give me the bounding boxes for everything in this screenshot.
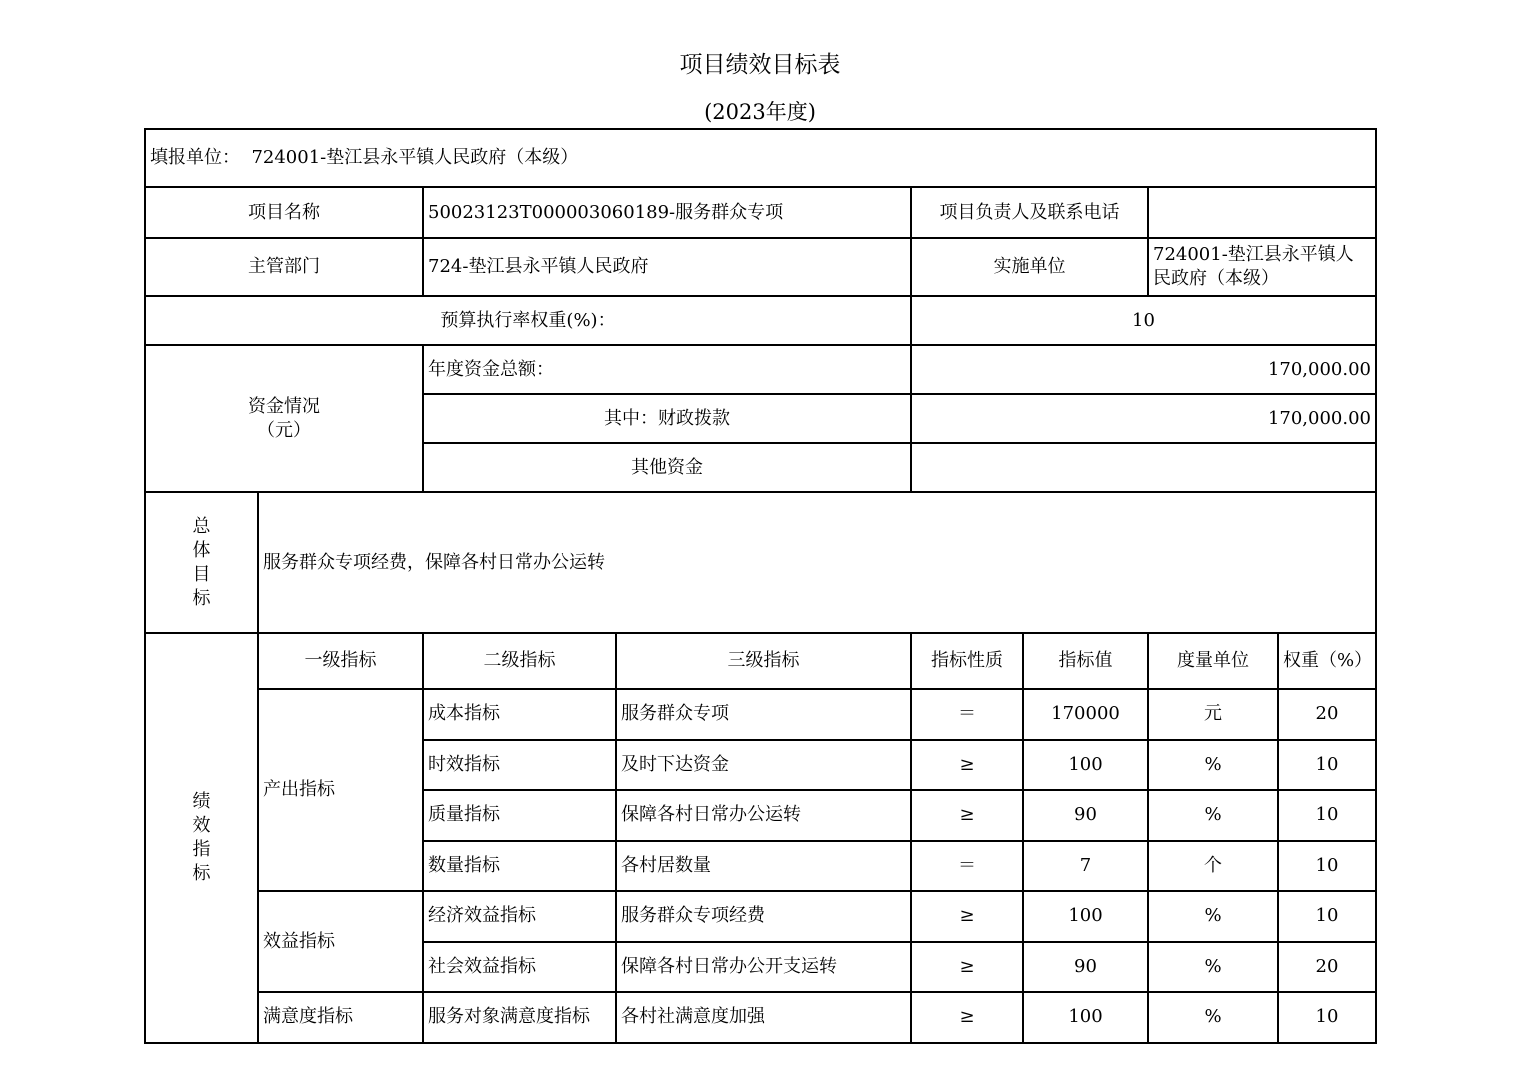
level2-indicator: 质量指标: [423, 790, 616, 841]
indicator-nature: ≥: [911, 790, 1023, 841]
indicator-value: 7: [1023, 841, 1148, 892]
header-level1: 一级指标: [258, 633, 423, 689]
funds-other-value: [911, 443, 1376, 492]
indicator-char: 标: [192, 862, 211, 884]
performance-table: [144, 128, 1377, 1044]
indicator-weight: 20: [1278, 689, 1376, 740]
indicator-nature: ≥: [911, 942, 1023, 993]
project-name-value: 50023123T000003060189-服务群众专项: [423, 187, 911, 238]
funds-total-value: 170,000.00: [911, 345, 1376, 394]
budget-rate-label: 预算执行率权重(%)：: [145, 296, 911, 345]
impl-value: 724001-垫江县永平镇人民政府（本级）: [1148, 238, 1376, 296]
indicator-header-row: [145, 633, 1376, 689]
indicator-nature: ＝: [911, 689, 1023, 740]
level2-indicator: 时效指标: [423, 740, 616, 791]
filler-value: 724001-垫江县永平镇人民政府（本级）: [251, 147, 579, 168]
indicator-row: [145, 689, 1376, 740]
funds-fiscal-value: 170,000.00: [911, 394, 1376, 443]
dept-value: 724-垫江县永平镇人民政府: [423, 238, 911, 296]
project-owner-label: 项目负责人及联系电话: [911, 187, 1148, 238]
indicator-weight: 20: [1278, 942, 1376, 993]
filler-cell: [145, 129, 1376, 187]
indicator-value: 100: [1023, 992, 1148, 1043]
header-level3: 三级指标: [616, 633, 911, 689]
indicator-nature: ≥: [911, 992, 1023, 1043]
indicator-value: 100: [1023, 891, 1148, 942]
indicator-nature: ≥: [911, 891, 1023, 942]
indicator-nature: ＝: [911, 841, 1023, 892]
indicator-nature: ≥: [911, 740, 1023, 791]
funds-fiscal-label: 其中：财政拨款: [423, 394, 911, 443]
funds-other-label: 其他资金: [423, 443, 911, 492]
funds-label-line1: 资金情况: [248, 395, 320, 417]
indicator-unit: %: [1148, 992, 1278, 1043]
level3-indicator: 服务群众专项经费: [616, 891, 911, 942]
header-value: 指标值: [1023, 633, 1148, 689]
table-body: [145, 129, 1376, 1043]
level2-indicator: 成本指标: [423, 689, 616, 740]
goal-char: 目: [192, 563, 211, 585]
indicator-value: 90: [1023, 942, 1148, 993]
indicator-char: 效: [192, 814, 211, 836]
indicator-char: 绩: [192, 790, 211, 812]
level1-indicator: 产出指标: [258, 689, 423, 891]
goal-char: 总: [192, 515, 211, 537]
indicator-weight: 10: [1278, 740, 1376, 791]
indicator-unit: 个: [1148, 841, 1278, 892]
project-name-label: 项目名称: [145, 187, 423, 238]
indicator-unit: %: [1148, 790, 1278, 841]
indicator-row: [145, 891, 1376, 942]
level2-indicator: 服务对象满意度指标: [423, 992, 616, 1043]
goal-char: 体: [192, 539, 211, 561]
indicator-weight: 10: [1278, 992, 1376, 1043]
filler-label: 填报单位：: [150, 147, 240, 168]
indicator-value: 90: [1023, 790, 1148, 841]
indicator-weight: 10: [1278, 841, 1376, 892]
header-level2: 二级指标: [423, 633, 616, 689]
page-subtitle: (2023年度): [704, 100, 816, 124]
funds-label: [145, 345, 423, 492]
header-weight: 权重（%）: [1278, 633, 1376, 689]
funds-total-label: 年度资金总额：: [423, 345, 911, 394]
indicator-value: 100: [1023, 740, 1148, 791]
level2-indicator: 数量指标: [423, 841, 616, 892]
indicator-weight: 10: [1278, 790, 1376, 841]
level3-indicator: 各村社满意度加强: [616, 992, 911, 1043]
header-nature: 指标性质: [911, 633, 1023, 689]
funds-label-line2: （元）: [257, 419, 311, 441]
header-unit: 度量单位: [1148, 633, 1278, 689]
indicator-unit: %: [1148, 891, 1278, 942]
overall-goal-text: 服务群众专项经费，保障各村日常办公运转: [258, 492, 1376, 633]
level3-indicator: 各村居数量: [616, 841, 911, 892]
overall-goal-label: [145, 492, 258, 633]
indicator-char: 指: [192, 838, 211, 860]
page-title: 项目绩效目标表: [679, 52, 841, 78]
level3-indicator: 保障各村日常办公开支运转: [616, 942, 911, 993]
level3-indicator: 服务群众专项: [616, 689, 911, 740]
level1-indicator: 满意度指标: [258, 992, 423, 1043]
goal-char: 标: [192, 587, 211, 609]
level3-indicator: 及时下达资金: [616, 740, 911, 791]
budget-rate-value: 10: [911, 296, 1376, 345]
indicator-unit: 元: [1148, 689, 1278, 740]
indicator-value: 170000: [1023, 689, 1148, 740]
indicator-unit: %: [1148, 740, 1278, 791]
project-owner-value: [1148, 187, 1376, 238]
indicator-weight: 10: [1278, 891, 1376, 942]
level2-indicator: 经济效益指标: [423, 891, 616, 942]
indicator-unit: %: [1148, 942, 1278, 993]
dept-label: 主管部门: [145, 238, 423, 296]
indicator-section-label: [145, 633, 258, 1043]
indicator-row: [145, 992, 1376, 1043]
level1-indicator: 效益指标: [258, 891, 423, 992]
level3-indicator: 保障各村日常办公运转: [616, 790, 911, 841]
impl-label: 实施单位: [911, 238, 1148, 296]
level2-indicator: 社会效益指标: [423, 942, 616, 993]
